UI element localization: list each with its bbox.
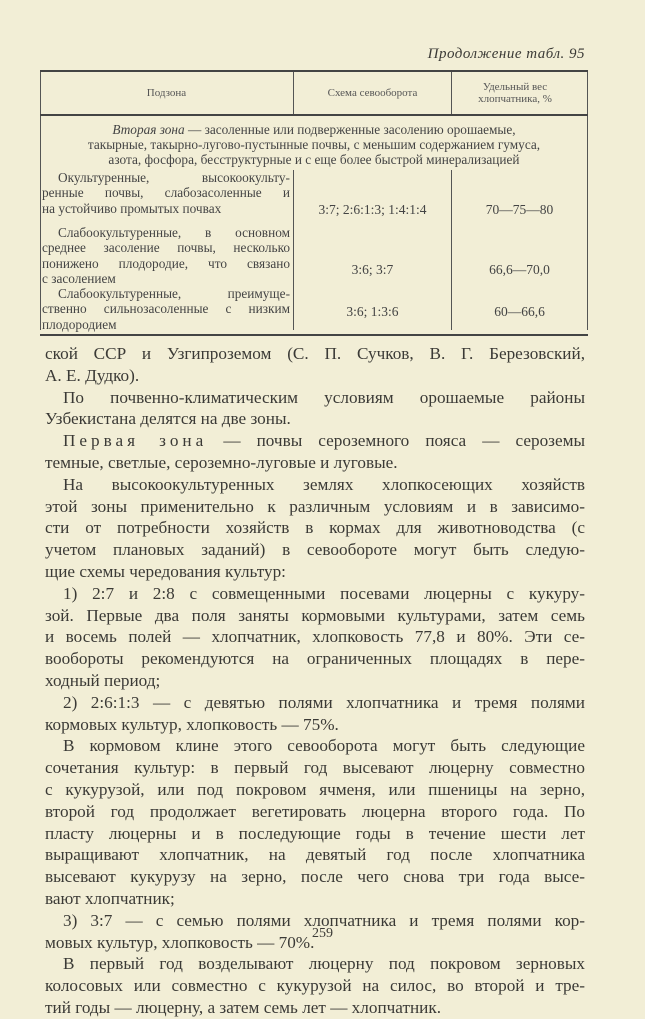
text-line: А. Е. Дудко). [45,365,140,385]
text-line: выращивают хлопчатник, на девятый год после хлопчатника [45,845,585,865]
text-line [45,430,585,452]
share-cell: 60—66,6 [494,304,545,319]
zone-text-line: — засоленные или подверженные засолению орошаемые, [187,122,516,137]
text-line: колосовых или совместно с кукурузой на силос, во второй и тре- [45,976,585,996]
share-cell: 66,6—70,0 [489,262,550,277]
text-line: мовых культур, хлопковость — 70%. [45,932,315,952]
text-line: 2) 2:6:1:3 — с девятью полями хлопчатника и тремя полями [63,692,585,712]
text-line: этой зоны применительно к различным условиям и в зависимо- [45,496,585,516]
subzone-line: Окультуренные, высокоокульту- [58,170,290,185]
text-line: и восемь полей — хлопчатник, хлопковость 77,8 и 80%. Эти се- [45,627,585,647]
column-divider [451,72,452,114]
subzone-line: с засолением [42,270,116,286]
page-number: 259 [312,926,333,941]
text-line: зой. Первые два поля заняты кормовыми культурами, затем семь [45,605,585,625]
text-line: сти от потребности хозяйств в кормах для животноводства (с [45,518,585,538]
zone-description [46,122,582,167]
subzone-line: среднее засоление почвы, несколько [42,240,290,256]
text-line: с кукурузой, или под покровом ячменя, или пшеницы на зерно, [45,779,585,799]
paragraph [45,387,585,431]
paragraph [45,343,585,387]
text-line: По почвенно-климатическим условиям орошаемые районы [63,387,585,407]
text-line: второй год продолжает вегетировать люцерна второго года. По [45,801,585,821]
text-line: На высокоокультуренных землях хлопкосеющих хозяйств [63,474,585,494]
scheme-cell: 3:7; 2:6:1:3; 1:4:1:4 [318,202,427,217]
body-text [45,343,585,1019]
subzone-cell [42,286,290,332]
scheme-cell: 3:6; 3:7 [351,262,394,277]
zone-text-line: такырные, такырно-лугово-пустынные почвы, с меньшим содержанием гумуса, [87,137,541,152]
paragraph [45,583,585,692]
text-line: Узбекистана делятся на две зоны. [45,409,291,429]
subzone-cell [42,170,290,216]
header-scheme: Схема севооборота [327,87,418,99]
text-line: вообороты рекомендуются на ограниченных площадях в пере- [45,649,585,669]
text-line: вают хлопчатник; [45,888,175,908]
table-border-right [587,72,588,330]
spaced-lead: Первая зона [63,431,208,451]
subzone-line: понижено плодородие, что связано [42,255,290,271]
share-cell: 70—75—80 [485,202,554,217]
subzone-line: на устойчиво промытых почвах [42,200,222,216]
text-line: высевают кукурузу на зерно, после чего снова три года высе- [45,867,585,887]
text-line: пласту люцерны и в последующие годы в течение шести лет [45,823,585,843]
paragraph [45,692,585,736]
zone-title: Вторая зона [112,122,185,137]
zone-text-line: азота, фосфора, бесструктурные и с еще более быстрой минерализацией [108,152,520,167]
text-line: 1) 2:7 и 2:8 с совмещенными посевами люцерны с кукуру- [63,583,585,603]
text-line: кормовых культур, хлопковость — 75%. [45,714,339,734]
text-line: ской ССР и Узгипроземом (С. П. Сучков, В. Г. Березовский, [45,344,585,363]
text-line: учетом плановых заданий) в севообороте могут быть следую- [45,540,585,560]
subzone-line: Слабоокультуренные, в основном [58,225,290,240]
running-head: Продолжение табл. 95 [427,46,585,62]
paragraph [45,953,585,1018]
text-line: ходный период; [45,670,161,690]
text-line: темные, светлые, сероземно-луговые и луговые. [45,452,398,472]
header-share: Удельный вес хлопчатника, % [478,81,552,105]
text-line: сочетания культур: в первый год высевают люцерну совместно [45,758,585,778]
subzone-cell [42,225,290,286]
text-line: тий годы — люцерну, а затем семь лет — хлопчатник. [45,997,442,1017]
paragraph [45,430,585,474]
subzone-line: ренные почвы, слабозасоленные и [42,185,290,201]
subzone-line: ственно сильнозасоленные с низким [42,301,290,317]
text-line: В кормовом клине этого севооборота могут быть следующие [63,736,585,756]
subzone-line: Слабоокультуренные, преимуще- [58,286,290,301]
rotation-table [40,70,588,336]
text-line: щие схемы чередования культур: [45,561,286,581]
text-line: В первый год возделывают люцерну под покровом зерновых [63,954,585,974]
paragraph [45,735,585,909]
text-line: 3) 3:7 — с семью полями хлопчатника и тремя полями кор- [63,910,585,930]
scheme-cell: 3:6; 1:3:6 [346,304,399,319]
paragraph [45,474,585,583]
header-subzone: Подзона [146,87,187,99]
header-rule [40,114,588,116]
subzone-line: плодородием [42,316,117,332]
text-line-rest: — почвы сероземного пояса — сероземы [223,431,585,451]
